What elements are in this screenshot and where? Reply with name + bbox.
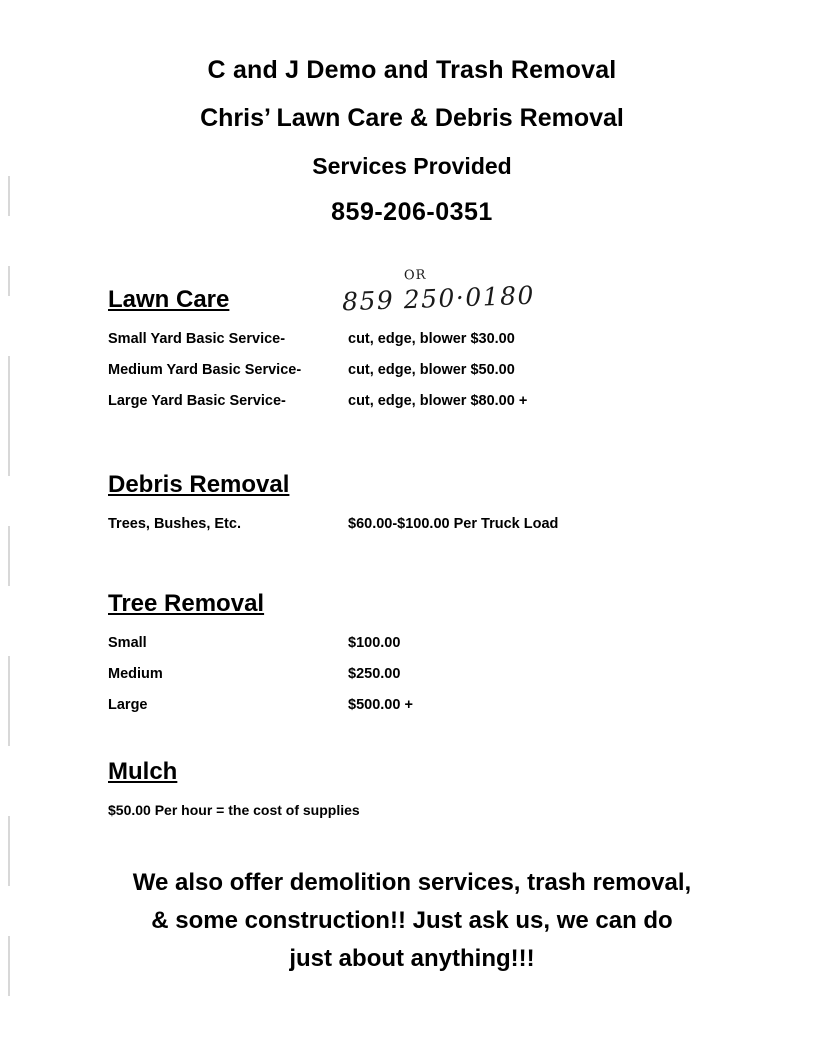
document-header	[0, 56, 824, 227]
business-name: C and J Demo and Trash Removal	[207, 56, 617, 84]
handwritten-alt-phone: 859 250·0180	[341, 280, 536, 317]
handwritten-or-label: OR	[403, 267, 427, 284]
footer-message	[0, 864, 824, 978]
price-label: Medium Yard Basic Service-	[108, 362, 302, 378]
section-lawn-care	[108, 286, 527, 417]
section-heading-debris-removal: Debris Removal	[108, 471, 290, 498]
footer-line-2: & some construction!! Just ask us, we can do	[151, 907, 673, 934]
price-value: cut, edge, blower $50.00	[348, 362, 515, 378]
scan-artifact	[8, 176, 10, 216]
flyer-page	[0, 56, 824, 1056]
business-subtitle: Chris’ Lawn Care & Debris Removal	[200, 104, 624, 132]
price-value: $60.00-$100.00 Per Truck Load	[348, 516, 559, 532]
section-heading-lawn-care: Lawn Care	[108, 286, 230, 313]
section-tree-removal	[108, 590, 413, 721]
price-row	[108, 628, 413, 659]
price-value: cut, edge, blower $80.00 +	[348, 393, 528, 409]
section-heading-tree-removal: Tree Removal	[108, 590, 265, 617]
scan-artifact	[8, 266, 10, 296]
price-row	[108, 659, 413, 690]
scan-artifact	[8, 526, 10, 586]
section-debris-removal	[108, 471, 558, 540]
price-label: Small Yard Basic Service-	[108, 331, 286, 347]
services-provided-title: Services Provided	[312, 153, 512, 179]
price-label: Large Yard Basic Service-	[108, 393, 286, 409]
price-row	[108, 355, 527, 386]
price-label: Trees, Bushes, Etc.	[108, 516, 241, 532]
scan-artifact	[8, 656, 10, 746]
price-value: $250.00	[348, 666, 401, 682]
price-row	[108, 324, 527, 355]
mulch-price-note: $50.00 Per hour = the cost of supplies	[108, 802, 360, 818]
price-row	[108, 509, 558, 540]
section-heading-mulch: Mulch	[108, 758, 178, 785]
price-row	[108, 386, 527, 417]
phone-number: 859-206-0351	[331, 198, 493, 226]
price-value: cut, edge, blower $30.00	[348, 331, 515, 347]
footer-line-1: We also offer demolition services, trash removal,	[132, 869, 692, 896]
section-mulch	[108, 758, 360, 824]
footer-line-3: just about anything!!!	[289, 945, 535, 972]
price-label: Medium	[108, 666, 163, 682]
scan-artifact	[8, 356, 10, 476]
price-label: Large	[108, 697, 148, 713]
price-row	[108, 690, 413, 721]
price-value: $100.00	[348, 635, 401, 651]
price-label: Small	[108, 635, 147, 651]
price-value: $500.00 +	[348, 697, 413, 713]
